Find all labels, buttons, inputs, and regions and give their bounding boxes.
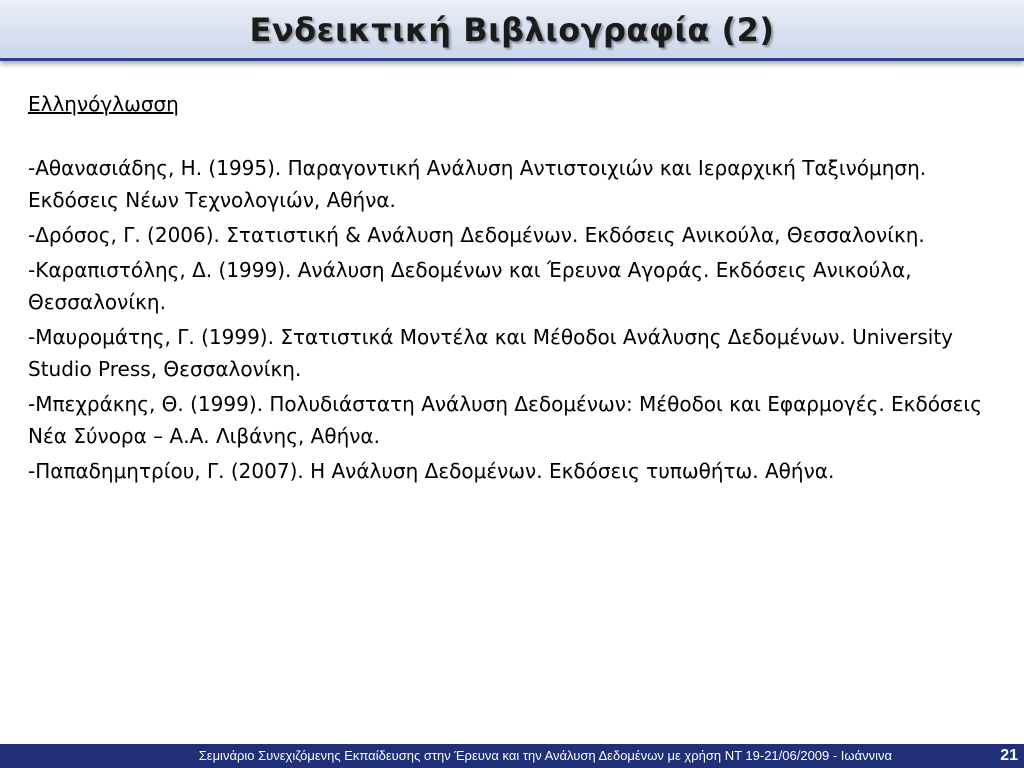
reference-item: -Αθανασιάδης, Η. (1995). Παραγοντική Ανάλυση Αντιστοιχιών και Ιεραρχική Ταξινόμηση. Εκδόσεις Νέων Τεχνολογιών, Αθήνα. — [28, 156, 927, 212]
slide-content — [28, 88, 988, 487]
reference-item: -Καραπιστόλης, Δ. (1999). Ανάλυση Δεδομένων και Έρευνα Αγοράς. Εκδόσεις Ανικούλα, Θεσσαλονίκη. — [28, 258, 912, 314]
reference-item: -Μαυρομάτης, Γ. (1999). Στατιστικά Μοντέλα και Μέθοδοι Ανάλυσης Δεδομένων. University Studio Press, Θεσσαλονίκη. — [28, 325, 954, 381]
reference-item: -Δρόσος, Γ. (2006). Στατιστική & Ανάλυση Δεδομένων. Εκδόσεις Ανικούλα, Θεσσαλονίκη. — [28, 223, 925, 247]
reference-item: -Παπαδημητρίου, Γ. (2007). Η Ανάλυση Δεδομένων. Εκδόσεις τυπωθήτω. Αθήνα. — [28, 459, 835, 483]
section-heading: Ελληνόγλωσση — [28, 92, 179, 116]
title-bar — [0, 0, 1024, 61]
page-number: 21 — [1000, 747, 1018, 764]
footer-bar — [0, 744, 1024, 768]
reference-item: -Μπεχράκης, Θ. (1999). Πολυδιάστατη Ανάλυση Δεδομένων: Μέθοδοι και Εφαρμογές. Εκδόσεις Νέα Σύνορα – Α.Α. Λιβάνης, Αθήνα. — [28, 392, 982, 448]
footer-text: Σεμινάριο Συνεχιζόμενης Εκπαίδευσης στην Έρευνα και την Ανάλυση Δεδομένων με χρήση ΝΤ 19-21/06/2009 - Ιωάννινα — [198, 748, 892, 763]
slide-title: Ενδεικτική Βιβλιογραφία (2) — [249, 11, 775, 49]
